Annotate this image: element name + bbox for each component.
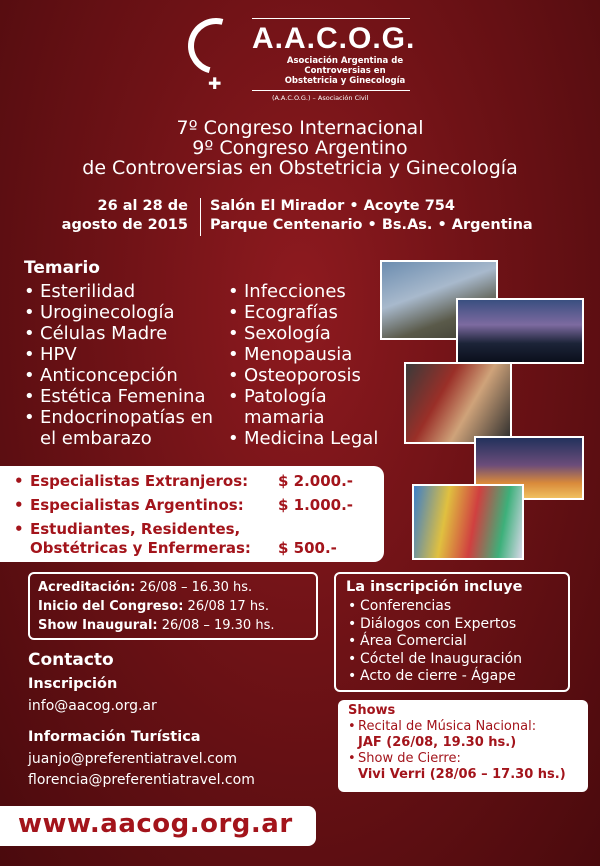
list-item: • Área Comercial <box>346 633 558 651</box>
price-label: • Especialistas Extranjeros: <box>14 472 248 491</box>
event-venue <box>210 197 533 235</box>
schedule-row <box>38 597 308 616</box>
prices-panel <box>0 466 384 562</box>
show-item: • Show de Cierre: <box>348 751 578 767</box>
list-item: • Cóctel de Inauguración <box>346 651 558 669</box>
venue-line: Parque Centenario • Bs.As. • Argentina <box>210 217 533 233</box>
venue-line: Salón El Mirador • Acoyte 754 <box>210 198 455 214</box>
list-item: • Uroginecología <box>24 302 214 323</box>
logo-subtitle: Asociación Argentina de Controversias en Obstetricia y Ginecología <box>284 56 406 86</box>
schedule-label: Inicio del Congreso: <box>38 599 184 614</box>
price-value: $ 1.000.- <box>278 496 354 514</box>
show-value: JAF (26/08, 19.30 hs.) <box>358 735 517 750</box>
photo-tango <box>404 362 512 444</box>
inscripcion-label: Inscripción <box>28 676 118 692</box>
list-item: • Anticoncepción <box>24 365 214 386</box>
schedule-box <box>28 572 318 640</box>
list-item: • Esterilidad <box>24 281 214 302</box>
schedule-value: 26/08 17 hs. <box>187 599 269 614</box>
contact-title: Contacto <box>28 650 114 670</box>
list-item: • Ecografías <box>228 302 378 323</box>
price-value: $ 2.000.- <box>278 472 354 490</box>
aacog-logo <box>188 16 416 108</box>
event-date <box>60 197 188 235</box>
shows-box <box>338 700 588 792</box>
turismo-email-link[interactable]: juanjo@preferentiatravel.com <box>28 751 238 767</box>
list-item: • Patología mamaria <box>228 386 338 428</box>
logo-circle-icon <box>178 8 254 84</box>
logo-title: A.A.C.O.G. <box>252 22 416 55</box>
includes-list <box>346 598 558 686</box>
price-row <box>14 472 248 491</box>
website-link[interactable]: www.aacog.org.ar <box>18 809 293 839</box>
schedule-row <box>38 616 308 635</box>
list-item: • Medicina Legal <box>228 428 378 449</box>
includes-box <box>334 572 570 692</box>
list-item: • HPV <box>24 344 214 365</box>
price-label: • Especialistas Argentinos: <box>14 496 244 515</box>
list-item: • Infecciones <box>228 281 378 302</box>
list-item: • Estética Femenina <box>24 386 214 407</box>
list-item: • Diálogos con Expertos <box>346 616 558 634</box>
show-value: Vivi Verri (28/06 – 17.30 hs.) <box>358 767 566 782</box>
list-item: • Sexología <box>228 323 378 344</box>
price-label: • Estudiantes, Residentes, Obstétricas y Enfermeras: <box>14 520 274 558</box>
price-value: $ 500.- <box>278 539 337 557</box>
list-item: • Células Madre <box>24 323 214 344</box>
price-row <box>14 520 274 558</box>
show-item: • Recital de Música Nacional: <box>348 719 578 735</box>
shows-title: Shows <box>348 703 396 718</box>
list-item: • Menopausia <box>228 344 378 365</box>
date-line: 26 al 28 de <box>97 198 188 214</box>
logo-divider <box>252 90 410 91</box>
list-item: • Conferencias <box>346 598 558 616</box>
congress-title-1: 7º Congreso Internacional <box>176 117 424 139</box>
schedule-value: 26/08 – 16.30 hs. <box>139 580 253 595</box>
schedule-row <box>38 578 308 597</box>
turismo-label: Información Turística <box>28 729 201 745</box>
logo-divider <box>252 18 410 19</box>
congress-title-3: de Controversias en Obstetricia y Ginecología <box>82 157 518 179</box>
schedule-label: Show Inaugural: <box>38 618 158 633</box>
temario-list-col1 <box>24 281 214 449</box>
list-item: • Endocrinopatías en el embarazo <box>24 407 214 449</box>
list-item: • Osteoporosis <box>228 365 378 386</box>
logo-cross-icon: ✚ <box>208 74 222 93</box>
includes-title: La inscripción incluye <box>346 579 523 595</box>
photo-puente-mujer <box>456 298 584 364</box>
schedule-value: 26/08 – 19.30 hs. <box>161 618 275 633</box>
photo-caminito <box>412 484 524 560</box>
inscripcion-email-link[interactable]: info@aacog.org.ar <box>28 698 157 714</box>
website-box <box>0 806 316 846</box>
logo-civil: (A.A.C.O.G.) – Asociación Civil <box>272 94 369 102</box>
price-row <box>14 496 244 515</box>
turismo-email-link[interactable]: florencia@preferentiatravel.com <box>28 772 255 788</box>
date-line: agosto de 2015 <box>61 217 188 233</box>
vertical-divider <box>200 198 201 236</box>
temario-list-col2 <box>228 281 378 449</box>
list-item: • Acto de cierre - Ágape <box>346 668 558 686</box>
temario-title: Temario <box>24 258 100 278</box>
congress-title-2: 9º Congreso Argentino <box>192 137 408 159</box>
schedule-label: Acreditación: <box>38 580 136 595</box>
